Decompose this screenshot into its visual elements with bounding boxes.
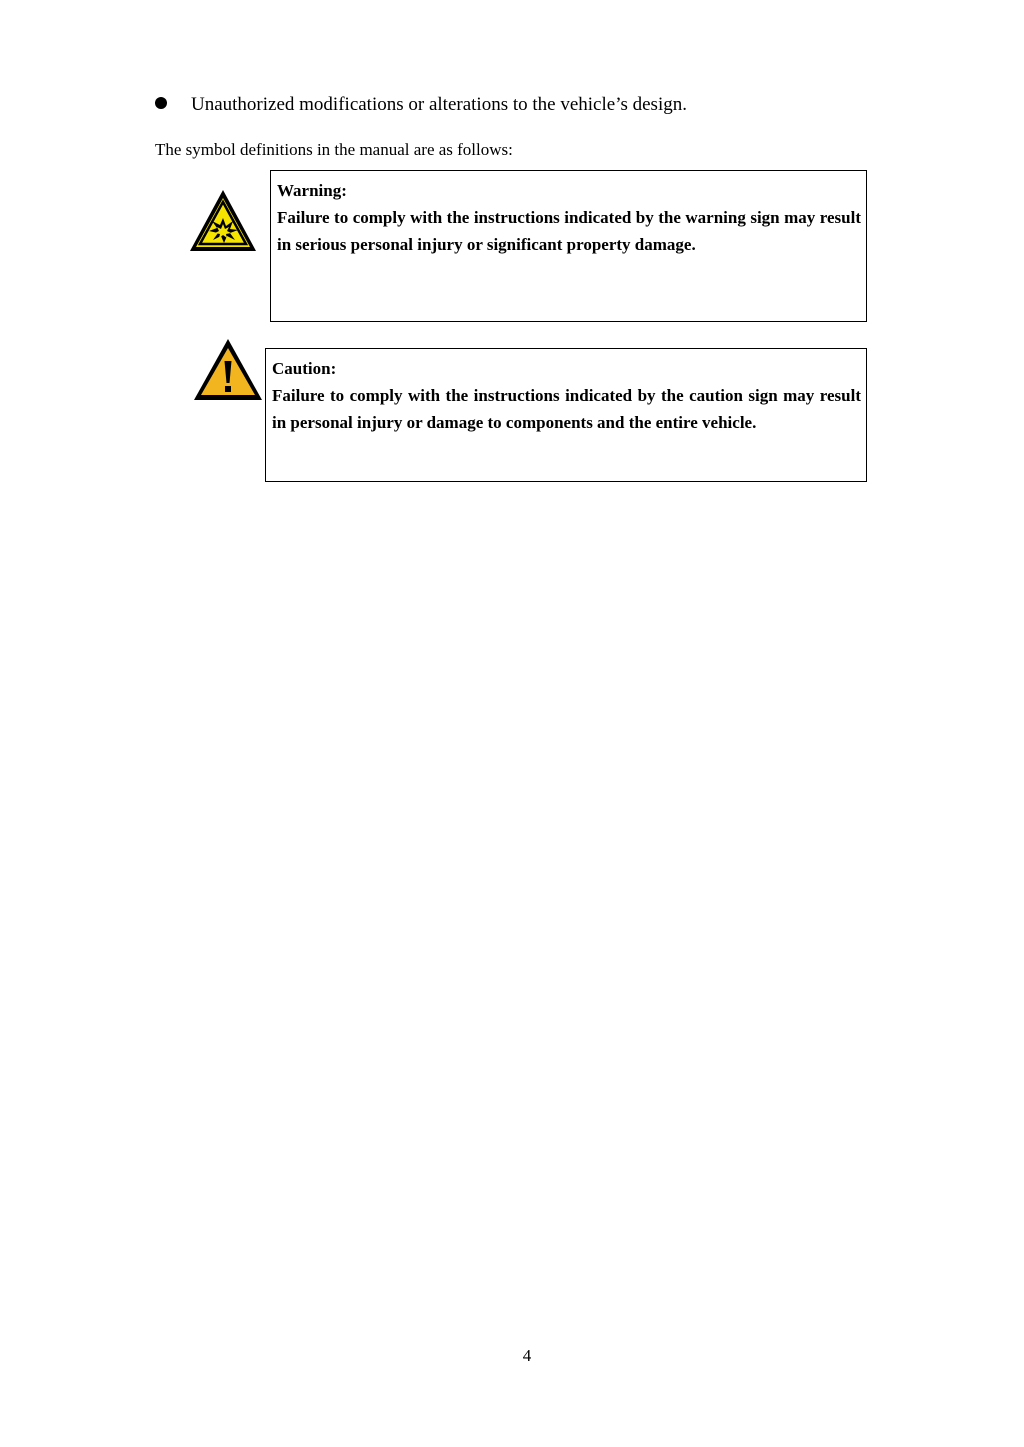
page-number: 4 (522, 1346, 532, 1365)
warning-title: Warning: (277, 181, 347, 200)
intro-text: The symbol definitions in the manual are as follows: (155, 140, 513, 159)
caution-box (265, 348, 867, 482)
caution-title: Caution: (272, 359, 337, 378)
caution-body: Failure to comply with the instructions indicated by the caution sign may result in personal injury or damage to components and the entire vehicle. (272, 386, 861, 432)
bullet-dot (155, 97, 167, 109)
bullet-text: Unauthorized modifications or alterations to the vehicle’s design. (191, 94, 687, 115)
explosion-warning-icon (188, 188, 258, 254)
warning-box (270, 170, 867, 322)
warning-body: Failure to comply with the instructions indicated by the warning sign may result in serious personal injury or significant property damage. (277, 208, 861, 254)
bullet-item (155, 92, 687, 118)
exclamation-caution-icon (192, 337, 264, 403)
